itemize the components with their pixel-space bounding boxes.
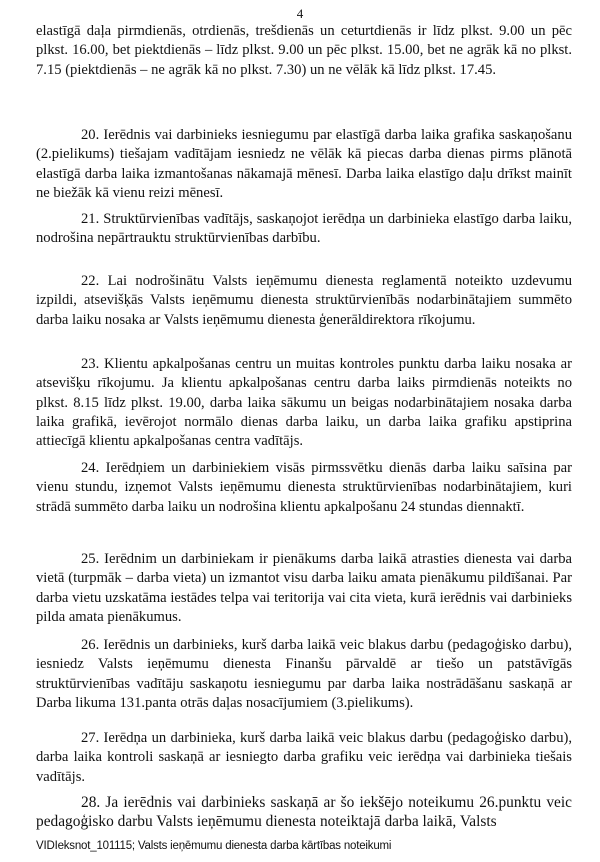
paragraph-25: 25. Ierēdnim un darbiniekam ir pienākums darba laikā atrasties dienesta vai darba vietā (turpmāk – darba vieta) un izmantot visu darba laiku amata pienākumu pildīšanai. Par darba vietu uzskatāma iestādes telpa vai teritorija vai cita vieta, kurā ierēdnis vai darbinieks pilda amata pienākumus. (36, 551, 572, 625)
paragraph-24: 24. Ierēdņiem un darbiniekiem visās pirmssvētku dienās darba laiku saīsina par vienu stundu, izņemot Valsts ieņēmumu dienesta struktūrvienības nodarbinātajiem, kuri strādā summēto darba laiku un nodrošina klientu apkalpošanu 24 stundas diennaktī. (36, 460, 572, 515)
paragraph-26: 26. Ierēdnis un darbinieks, kurš darba laikā veic blakus darbu (pedagoģisko darbu), iesniedz Valsts ieņēmumu dienesta Finanšu pārvaldē ar tiešo un patstāvīgās struktūrvienības vadītāju saskaņotu iesniegumu par darba laika nostrādāšanu saskaņā ar Darba likuma 131.panta otrās daļas nosacījumiem (3.pielikums). (36, 637, 572, 711)
paragraph-23: 23. Klientu apkalpošanas centru un muitas kontroles punktu darba laiku nosaka ar atsevišķu rīkojumu. Ja klientu apkalpošanas centru darba laiks pirmdienās noteikts no plkst. 8.15 līdz plkst. 19.00, darba laika sākumu un beigas nodarbinātajiem nosaka darba laika grafikā, ievērojot normālo dienas darba laiku, un darba laika grafiku apstiprina attiecīgā klientu apkalpošanas centra vadītājs. (36, 356, 572, 450)
page-number: 4 (296, 6, 304, 21)
document-footer: VIDIeksnot_101115; Valsts ieņēmumu dienesta darba kārtības noteikumi (36, 840, 392, 852)
paragraph-27: 27. Ierēdņa un darbinieka, kurš darba laikā veic blakus darbu (pedagoģisko darbu), darba laika kontroli saskaņā ar iesniegto darba grafiku veic ierēdņa vai darbinieka tiešais vadītājs. (36, 730, 572, 785)
paragraph-21: 21. Struktūrvienības vadītājs, saskaņojot ierēdņa un darbinieka elastīgo darba laiku, nodrošina nepārtrauktu struktūrvienības darbību. (36, 211, 572, 247)
paragraph-20: 20. Ierēdnis vai darbinieks iesniegumu par elastīgā darba laika grafika saskaņošanu (2.pielikums) tiešajam vadītājam iesniedz ne vēlāk kā piecas darba dienas pirms plānotā elastīgā darba laika izmantošanas nākamajā mēnesī. Darba laika elastīgo daļu drīkst mainīt ne biežāk kā vienu reizi mēnesī. (36, 127, 572, 201)
paragraph-19-continued: elastīgā daļa pirmdienās, otrdienās, trešdienās un ceturtdienās ir līdz plkst. 9.00 un pēc plkst. 16.00, bet piektdienās – līdz plkst. 9.00 un pēc plkst. 15.00, bet ne agrāk kā no plkst. 7.15 (piektdienās – ne agrāk kā no plkst. 7.30) un ne vēlāk kā līdz plkst. 17.45. (36, 23, 572, 78)
paragraph-28: 28. Ja ierēdnis vai darbinieks saskaņā ar šo iekšējo noteikumu 26.punktu veic pedagoģisko darbu Valsts ieņēmumu dienesta noteiktajā darba laikā, Valsts (36, 794, 572, 831)
paragraph-22: 22. Lai nodrošinātu Valsts ieņēmumu dienesta reglamentā noteikto uzdevumu izpildi, atsevišķās Valsts ieņēmumu dienesta struktūrvienībās nodarbinātajiem summēto darba laiku nosaka ar Valsts ieņēmumu dienesta ģenerāldirektora rīkojumu. (36, 273, 572, 328)
